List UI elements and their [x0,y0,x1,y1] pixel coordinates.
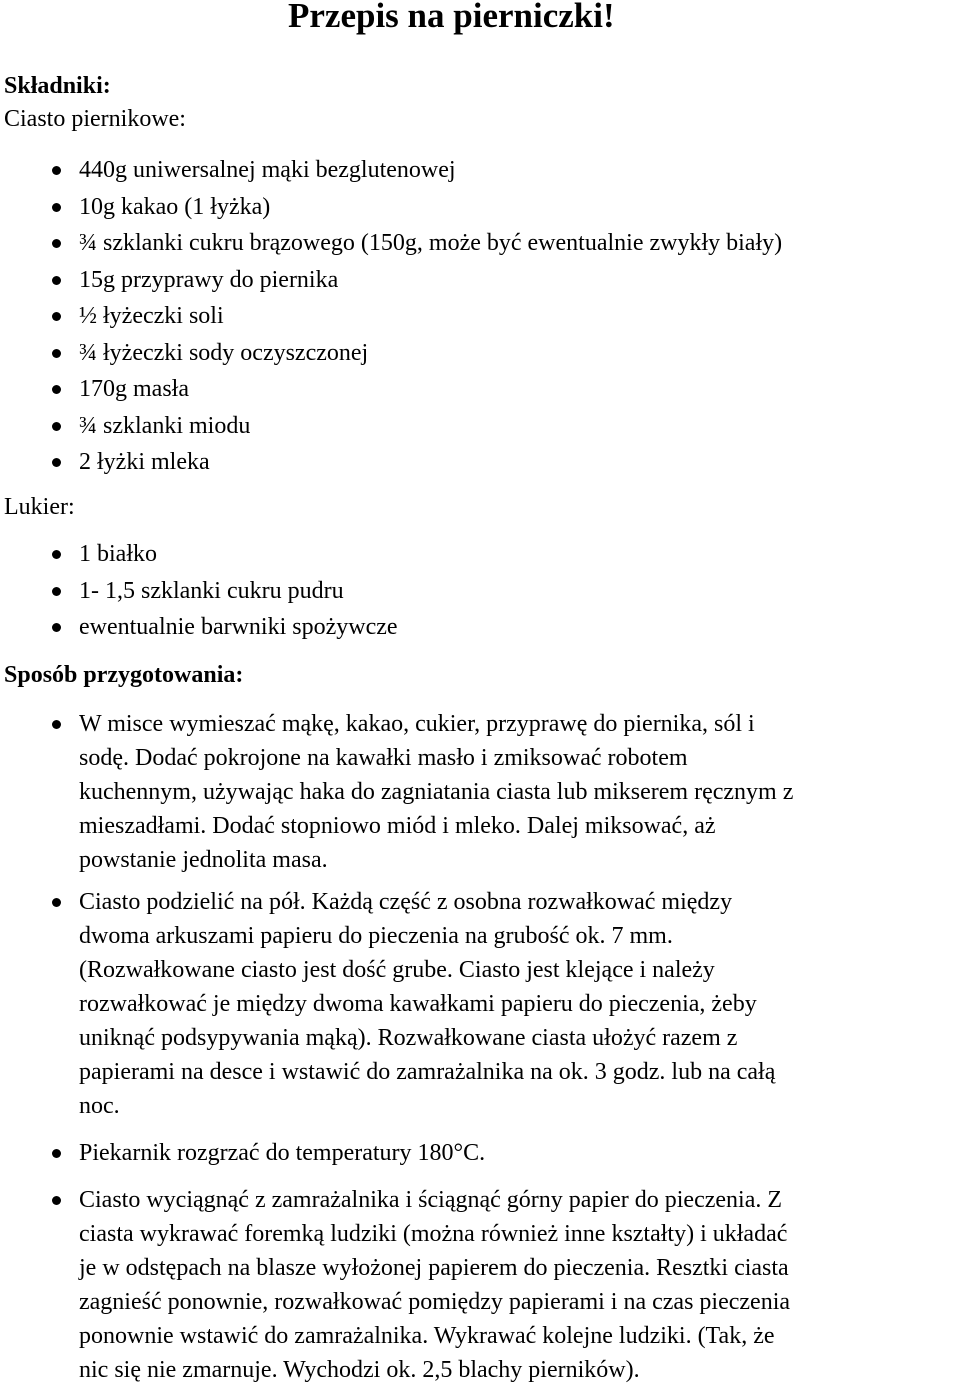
step-line: mieszadłami. Dodać stopniowo miód i mleko. Dalej miksować, aż [79,813,716,839]
step-line: sodę. Dodać pokrojone na kawałki masło i zmiksować robotem [79,745,688,771]
list-item: 2 łyżki mleka [0,444,782,481]
list-item: ewentualnie barwniki spożywcze [0,609,398,646]
list-item: ½ łyżeczki soli [0,298,782,335]
step-item [0,885,960,1123]
step-item [0,1183,960,1387]
list-item: 15g przyprawy do piernika [0,262,782,299]
list-item: 170g masła [0,371,782,408]
step-line: noc. [79,1093,120,1119]
step-line: papierami na desce i wstawić do zamrażalnika na ok. 3 godz. lub na całą [79,1059,776,1085]
method-heading: Sposób przygotowania: [4,662,244,688]
dough-heading: Ciasto piernikowe: [4,106,186,132]
step-line: rozwałkować je między dwoma kawałkami papieru do pieczenia, żeby [79,991,757,1017]
icing-heading: Lukier: [4,494,75,520]
step-line: Piekarnik rozgrzać do temperatury 180°C. [79,1140,486,1166]
step-line: W misce wymieszać mąkę, kakao, cukier, przyprawę do piernika, sól i [79,711,755,737]
ingredients-heading: Składniki: [4,73,111,99]
step-item [0,1136,960,1170]
list-item: ¾ szklanki cukru brązowego (150g, może być ewentualnie zwykły biały) [0,225,782,262]
page-title: Przepis na pierniczki! [288,0,615,35]
step-line: powstanie jednolita masa. [79,847,328,873]
step-line: je w odstępach na blasze wyłożonej papierem do pieczenia. Resztki ciasta [79,1255,789,1281]
icing-ingredient-list [0,536,398,646]
method-steps-list [0,707,960,1387]
step-line: Ciasto wyciągnąć z zamrażalnika i ściągnąć górny papier do pieczenia. Z [79,1187,783,1213]
step-line: uniknąć podsypywania mąką). Rozwałkowane ciasta ułożyć razem z [79,1025,738,1051]
step-line: nic się nie zmarnuje. Wychodzi ok. 2,5 blachy pierników). [79,1357,640,1383]
step-item [0,707,960,877]
step-line: dwoma arkuszami papieru do pieczenia na grubość ok. 7 mm. [79,923,673,949]
step-line: zagnieść ponownie, rozwałkować pomiędzy papierami i na czas pieczenia [79,1289,791,1315]
list-item: ¾ łyżeczki sody oczyszczonej [0,335,782,372]
list-item: 1 białko [0,536,398,573]
step-line: (Rozwałkowane ciasto jest dość grube. Ciasto jest klejące i należy [79,957,715,983]
step-line: ciasta wykrawać foremką ludziki (można również inne kształty) i układać [79,1221,788,1247]
step-line: Ciasto podzielić na pół. Każdą część z osobna rozwałkować między [79,889,733,915]
step-line: ponownie wstawić do zamrażalnika. Wykrawać kolejne ludziki. (Tak, że [79,1323,775,1349]
dough-ingredient-list [0,152,782,481]
list-item: ¾ szklanki miodu [0,408,782,445]
list-item: 1- 1,5 szklanki cukru pudru [0,573,398,610]
step-line: kuchennym, używając haka do zagniatania ciasta lub mikserem ręcznym z [79,779,794,805]
list-item: 440g uniwersalnej mąki bezglutenowej [0,152,782,189]
list-item: 10g kakao (1 łyżka) [0,189,782,226]
